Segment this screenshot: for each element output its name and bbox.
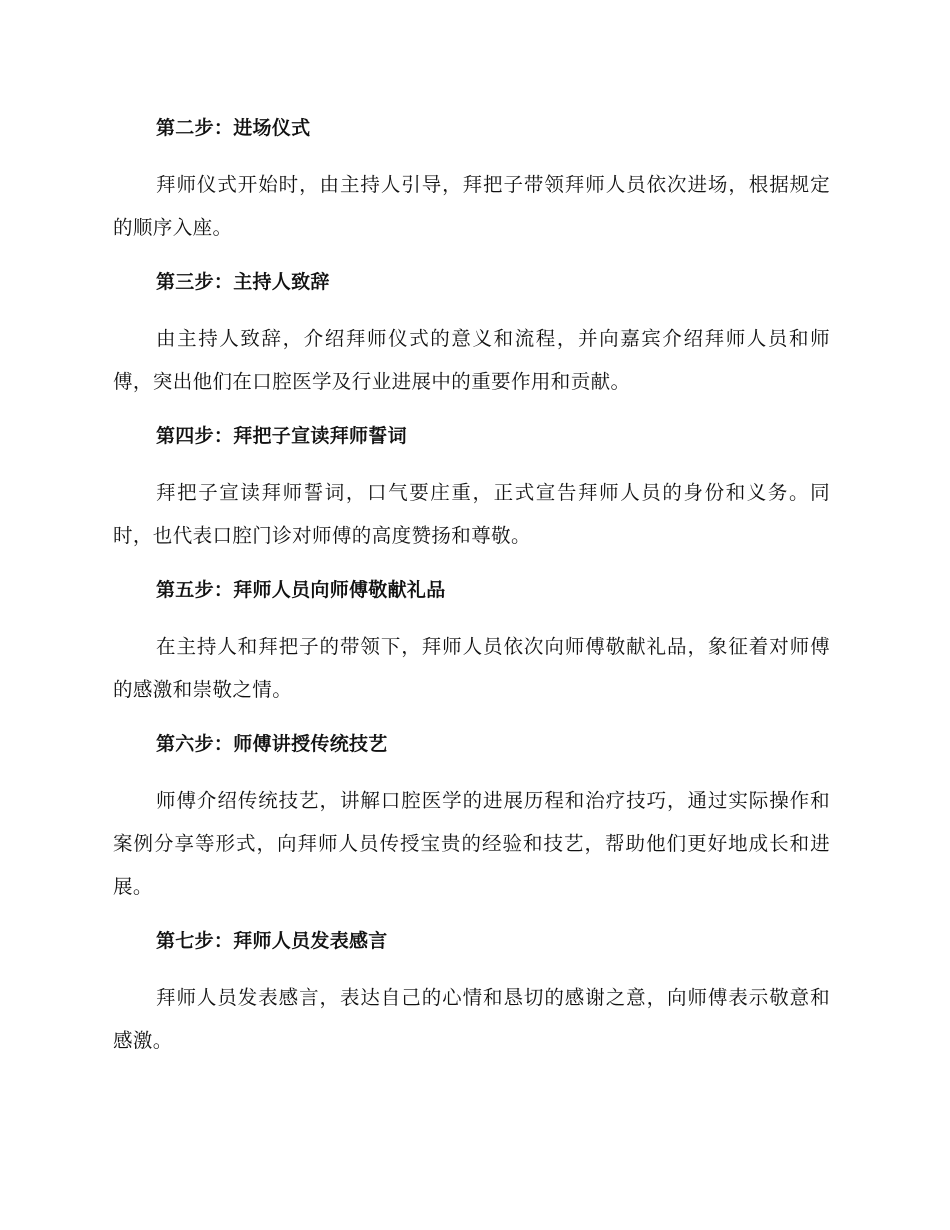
step-heading: 第四步：拜把子宣读拜师誓词 (156, 425, 407, 447)
step-heading: 第三步：主持人致辞 (156, 271, 330, 293)
step-paragraph: 拜师仪式开始时，由主持人引导，拜把子带领拜师人员依次进场，根据规定的顺序入座。 (113, 173, 830, 239)
step-paragraph: 在主持人和拜把子的带领下，拜师人员依次向师傅敬献礼品，象征着对师傅的感激和崇敬之情。 (113, 635, 830, 701)
step-section (113, 418, 830, 557)
step-section (113, 726, 830, 908)
document-body (113, 110, 830, 1062)
step-heading: 第五步：拜师人员向师傅敬献礼品 (156, 579, 446, 601)
step-paragraph: 师傅介绍传统技艺，讲解口腔医学的进展历程和治疗技巧，通过实际操作和案例分享等形式，向拜师人员传授宝贵的经验和技艺，帮助他们更好地成长和进展。 (113, 789, 830, 898)
step-heading: 第六步：师傅讲授传统技艺 (156, 733, 388, 755)
step-section (113, 264, 830, 403)
step-section (113, 923, 830, 1062)
step-paragraph: 拜把子宣读拜师誓词，口气要庄重，正式宣告拜师人员的身份和义务。同时，也代表口腔门诊对师傅的高度赞扬和尊敬。 (113, 481, 830, 547)
step-heading: 第二步：进场仪式 (156, 117, 311, 139)
step-paragraph: 由主持人致辞，介绍拜师仪式的意义和流程，并向嘉宾介绍拜师人员和师傅，突出他们在口腔医学及行业进展中的重要作用和贡献。 (113, 327, 830, 393)
step-section (113, 572, 830, 711)
step-heading: 第七步：拜师人员发表感言 (156, 930, 388, 952)
step-section (113, 110, 830, 249)
step-paragraph: 拜师人员发表感言，表达自己的心情和恳切的感谢之意，向师傅表示敬意和感激。 (113, 986, 830, 1052)
